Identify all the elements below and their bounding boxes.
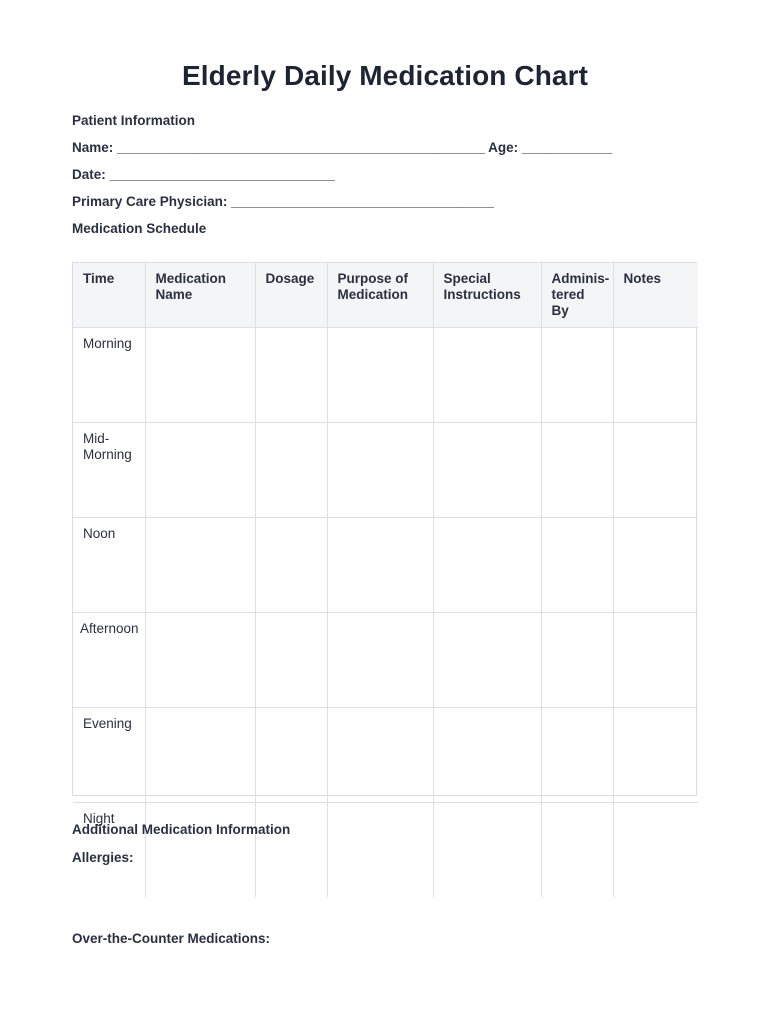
- table-cell[interactable]: [327, 613, 433, 708]
- table-header-row: [73, 263, 698, 328]
- time-cell: Morning: [73, 328, 145, 423]
- table-cell[interactable]: [145, 613, 255, 708]
- medication-schedule-heading: Medication Schedule: [72, 221, 207, 236]
- date-field[interactable]: Date: ______________________________: [72, 167, 335, 182]
- table-cell[interactable]: [327, 803, 433, 898]
- table-cell[interactable]: [327, 423, 433, 518]
- table-row: [73, 328, 698, 423]
- time-cell: Noon: [73, 518, 145, 613]
- table-cell[interactable]: [433, 328, 541, 423]
- additional-info-heading: Additional Medication Information: [72, 822, 291, 837]
- physician-field[interactable]: Primary Care Physician: ___________________________________: [72, 194, 494, 209]
- time-cell: Mid-Morning: [73, 423, 145, 518]
- table-cell[interactable]: [613, 423, 698, 518]
- table-cell[interactable]: [145, 328, 255, 423]
- time-cell: Evening: [73, 708, 145, 803]
- column-header-administered-by: Adminis-tered By: [541, 263, 613, 328]
- table-cell[interactable]: [255, 708, 327, 803]
- table-cell[interactable]: [541, 518, 613, 613]
- table-cell[interactable]: [255, 423, 327, 518]
- medication-schedule-table: [72, 262, 697, 826]
- table-cell[interactable]: [433, 803, 541, 898]
- table-cell[interactable]: [541, 708, 613, 803]
- table-cell[interactable]: [541, 613, 613, 708]
- table-row: [73, 423, 698, 518]
- column-header-dosage: Dosage: [255, 263, 327, 328]
- table-cell[interactable]: [613, 803, 698, 898]
- patient-info-heading: Patient Information: [72, 113, 196, 128]
- table-cell[interactable]: [255, 328, 327, 423]
- table-cell[interactable]: [145, 423, 255, 518]
- table-row: [73, 613, 698, 708]
- table-cell[interactable]: [433, 613, 541, 708]
- table-cell[interactable]: [433, 708, 541, 803]
- table-cell[interactable]: [541, 423, 613, 518]
- table-cell[interactable]: [613, 518, 698, 613]
- column-header-purpose: Purpose of Medication: [327, 263, 433, 328]
- allergies-label: Allergies:: [72, 850, 134, 865]
- table-cell[interactable]: [613, 328, 698, 423]
- table-cell[interactable]: [327, 328, 433, 423]
- table-cell[interactable]: [613, 708, 698, 803]
- table-cell[interactable]: [145, 518, 255, 613]
- table-cell[interactable]: [433, 518, 541, 613]
- table-cell[interactable]: [327, 518, 433, 613]
- otc-medications-label: Over-the-Counter Medications:: [72, 931, 271, 946]
- table-cell[interactable]: [255, 613, 327, 708]
- column-header-time: Time: [73, 263, 145, 328]
- name-age-field[interactable]: Name: _________________________________________________ Age: ____________: [72, 140, 613, 155]
- table-cell[interactable]: [613, 613, 698, 708]
- column-header-special-instructions: Special Instructions: [433, 263, 541, 328]
- time-cell: Afternoon: [73, 613, 145, 708]
- column-header-medication-name: Medication Name: [145, 263, 255, 328]
- table-row: [73, 708, 698, 803]
- time-cell: Night: [73, 803, 145, 898]
- table-row: [73, 518, 698, 613]
- table-cell[interactable]: [255, 803, 327, 898]
- table-cell[interactable]: [433, 423, 541, 518]
- table-cell[interactable]: [541, 328, 613, 423]
- table-cell[interactable]: [541, 803, 613, 898]
- table-cell[interactable]: [255, 518, 327, 613]
- table-cell[interactable]: [145, 803, 255, 898]
- column-header-notes: Notes: [613, 263, 698, 328]
- table-cell[interactable]: [327, 708, 433, 803]
- table-cell[interactable]: [145, 708, 255, 803]
- table-row: [73, 803, 698, 898]
- page-title: Elderly Daily Medication Chart: [182, 60, 588, 91]
